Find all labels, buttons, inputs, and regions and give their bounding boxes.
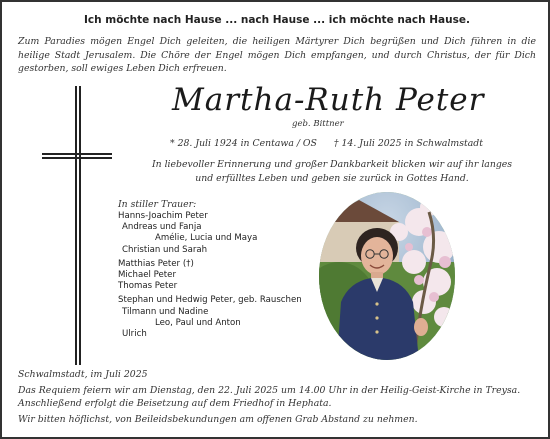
memory-line: In liebevoller Erinnerung und großer Dankbarkeit blicken wir auf ihr langes [151, 159, 513, 170]
mourner-name: Tilmann und Nadine [122, 306, 209, 317]
birth-date: * 28. Juli 1924 in Centawa / OS [170, 138, 317, 149]
memory-line: und erfülltes Leben und geben sie zurück in Gottes Hand. [195, 172, 469, 184]
condolence-request: Wir bitten höflichst, von Beileidsbekundungen am offenen Grab Abstand zu nehmen. [18, 414, 418, 425]
mourner-name: Stephan und Hedwig Peter, geb. Rauschen [118, 295, 302, 306]
mourner-name: Andreas und Fanja [122, 222, 202, 233]
mourner-name: Christian und Sarah [122, 244, 208, 255]
memory-text [142, 158, 522, 185]
funeral-line: Das Requiem feiern wir am Dienstag, den 22. Juli 2025 um 14.00 Uhr in der Heilig-Geist-Kirche in Treysa. [18, 385, 521, 396]
place-date: Schwalmstadt, im Juli 2025 [18, 369, 148, 380]
mourner-name: Hanns-Joachim Peter [118, 211, 208, 221]
life-dates [170, 138, 500, 149]
mourner-groups [118, 211, 328, 340]
cross-icon [42, 86, 112, 366]
mourner-name: Leo, Paul und Anton [155, 317, 241, 328]
maiden-name: geb. Bittner [292, 119, 344, 129]
mourner-name: Matthias Peter (†) [118, 258, 194, 269]
mourner-name: Ulrich [122, 329, 147, 340]
mourners-list [118, 199, 328, 340]
portrait-photo [319, 192, 455, 360]
mourners-label: In stiller Trauer: [118, 199, 197, 210]
mourner-name: Amélie, Lucia und Maya [155, 233, 258, 244]
death-date: † 14. Juli 2025 in Schwalmstadt [333, 138, 483, 149]
deceased-name: Martha-Ruth Peter [172, 82, 485, 118]
portrait-illustration [319, 192, 455, 360]
header-quote: Ich möchte nach Hause ... nach Hause ... ich möchte nach Hause. [84, 14, 470, 26]
intro-prayer: Zum Paradies mögen Engel Dich geleiten, die heiligen Märtyrer Dich begrüßen und Dich führen in die heilige Stadt Jerusalem. Die Chöre der Engel mögen Dich empfangen, und durch Christus, der für Dich gestorben, soll ewiges Leben Dich erfreuen. [18, 36, 536, 74]
mourner-name: Michael Peter [118, 270, 176, 281]
mourner-name: Thomas Peter [118, 281, 178, 292]
funeral-info [18, 385, 536, 411]
funeral-line: Anschließend erfolgt die Beisetzung auf dem Friedhof in Hephata. [18, 397, 332, 409]
